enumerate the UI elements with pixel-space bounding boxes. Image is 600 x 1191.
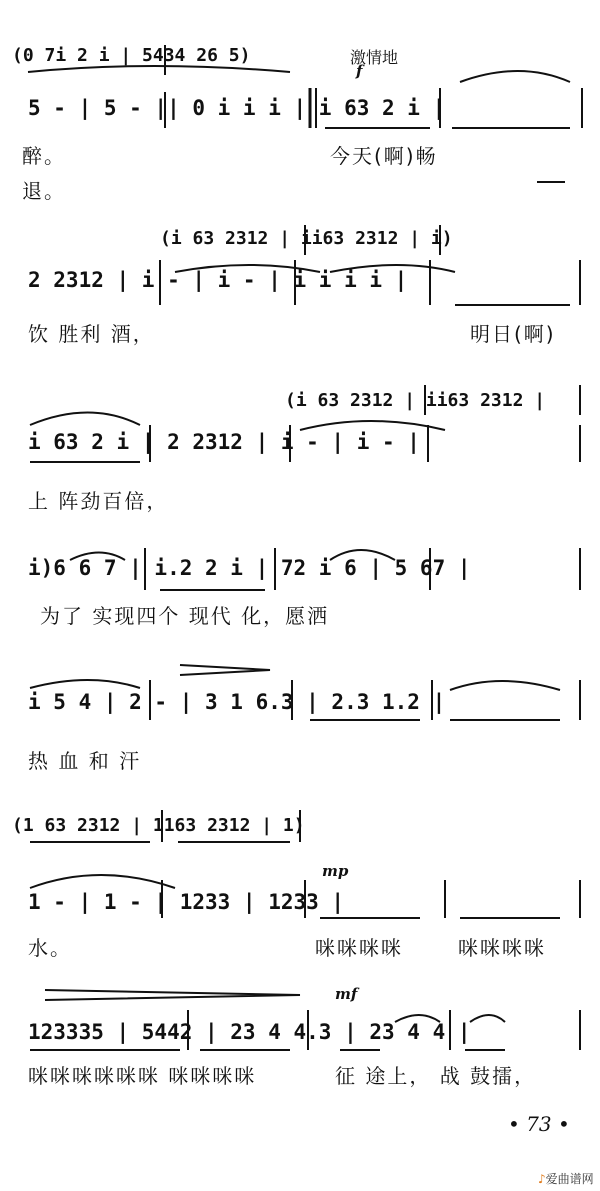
row6-lyric-b: 咪咪咪咪	[315, 936, 403, 960]
row1-lyric-b: 退。	[22, 179, 66, 203]
row6-upper-notes: (1 63 2312 | 1163 2312 | 1)	[12, 815, 305, 836]
row1-lyric-c: 今天(啊)畅	[330, 144, 438, 168]
row1-intro-notes: (0 7i 2 i | 5434 26 5)	[12, 45, 251, 66]
tempo-marking: 激情地	[350, 48, 399, 67]
row6-lyric-a: 水。	[28, 936, 72, 960]
dynamic-f: f	[356, 62, 363, 80]
watermark-text: 爱曲谱网	[545, 1172, 594, 1186]
row3-lyrics: 上 阵劲百倍，	[28, 489, 169, 513]
row3-upper-notes: (i 63 2312 | ii63 2312 |	[285, 390, 546, 411]
row7-notes: 123335 | 5442 | 23 4 4.3 | 23 4 4 |	[28, 1020, 471, 1044]
row6-notes: 1 - | 1 - | 1233 | 1233 |	[28, 890, 345, 914]
row4-notes: i)6 6 7 | i.2 2 i | 72 i 6 | 5 67 |	[28, 556, 471, 580]
watermark-icon: ♪	[538, 1172, 546, 1186]
watermark	[538, 1170, 594, 1187]
row2-lyrics: 饮 胜利 酒，	[28, 322, 155, 346]
row2-lyrics-end: 明日(啊)	[470, 322, 556, 346]
row7-lyric-b: 征 途上， 战 鼓擂，	[335, 1064, 537, 1088]
row5-notes: i 5 4 | 2 - | 3 1 6.3 | 2.3 1.2 |	[28, 690, 446, 714]
row1-notes: 5 - | 5 - || 0 i i i | i 63 2 i |	[28, 96, 446, 120]
row5-lyrics: 热 血 和 汗	[28, 749, 142, 773]
row2-notes: 2 2312 | i - | i - | i i i i |	[28, 268, 408, 292]
row6-lyric-c: 咪咪咪咪	[458, 936, 546, 960]
dynamic-mf: mf	[335, 985, 358, 1003]
page-number: • 73 •	[508, 1112, 570, 1136]
row1-lyric-a: 醉。	[22, 144, 66, 168]
row3-notes: i 63 2 i | 2 2312 | i - | i - |	[28, 430, 420, 454]
row4-lyrics: 为了 实现四个 现代 化，愿洒	[40, 604, 330, 628]
row2-upper-notes: (i 63 2312 | ii63 2312 | i)	[160, 228, 453, 249]
row7-lyric-a: 咪咪咪咪咪咪 咪咪咪咪	[28, 1064, 257, 1088]
dynamic-mp: mp	[322, 862, 349, 880]
